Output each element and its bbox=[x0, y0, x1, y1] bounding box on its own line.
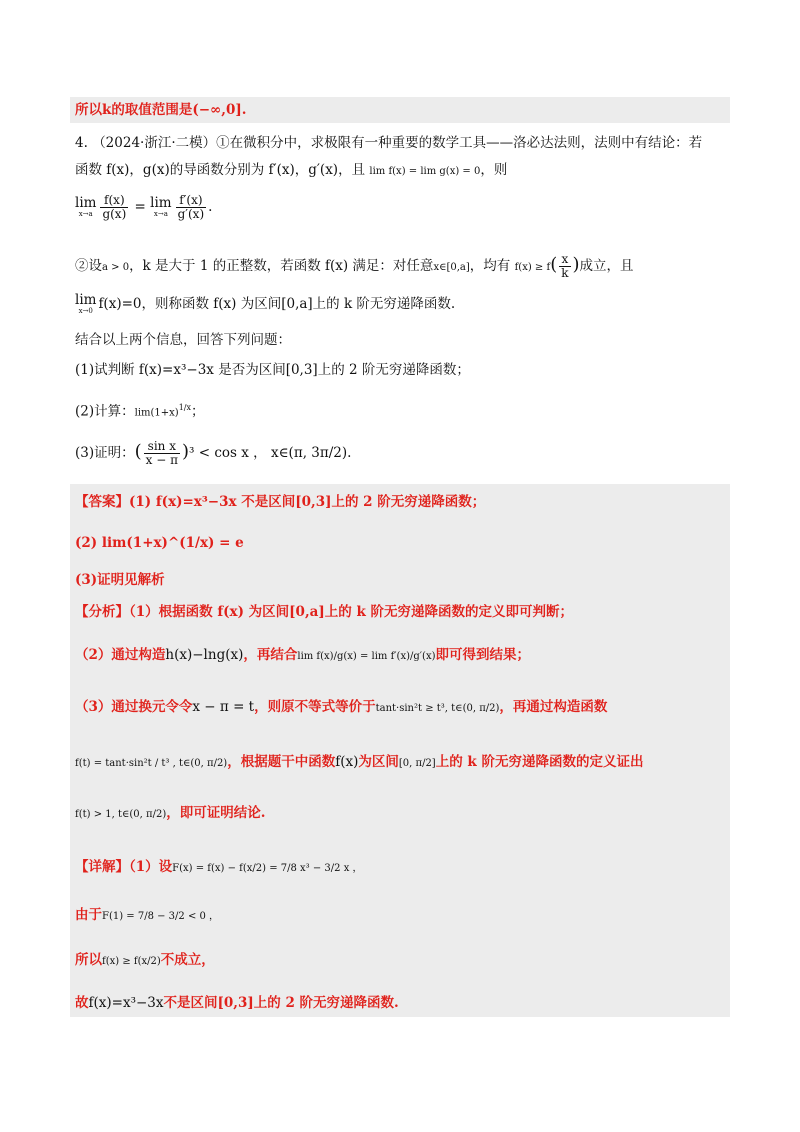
cond2-part3: ，均有 bbox=[469, 258, 511, 275]
analysis-p3a: （3）通过换元令令 bbox=[75, 699, 193, 715]
q3-domain: x∈(π, 3π/2). bbox=[270, 445, 352, 462]
problem-intro-line2 bbox=[75, 160, 730, 182]
detail-d1a: （1）设 bbox=[129, 859, 173, 875]
analysis-h: h(x)−lng(x) bbox=[165, 647, 244, 663]
lhopital-formula: lim x→a $\frac{f(x)}{g(x)}$ = lim x→a $\frac{f'(x)}{g'(x)}$ . bbox=[75, 193, 213, 222]
analysis-label: 【分析】 bbox=[75, 604, 129, 620]
problem-intro-2b: ，则 bbox=[480, 162, 508, 178]
analysis-p4d: 上的 k 阶无穷递降函数的定义证出 bbox=[435, 754, 644, 770]
analysis-interval: [0, π/2] bbox=[398, 758, 436, 769]
lim-x0: lim x→0 bbox=[75, 292, 97, 315]
problem-intro-line1 bbox=[75, 133, 730, 153]
analysis-sub: x − π = t bbox=[192, 699, 255, 715]
answer-1 bbox=[75, 492, 730, 512]
question-2: (2)计算：$\lim(1+x)^{1/x}$； bbox=[75, 403, 205, 420]
cond2-part2: ，k 是大于 1 的正整数，若函数 f(x) 满足：对任意 bbox=[129, 258, 434, 275]
analysis-p5b: ，即可证明结论. bbox=[166, 805, 266, 821]
q3-frac: $\frac{\text{sin x}}{x - \pi}$ bbox=[145, 439, 178, 468]
analysis-ineq: tant·sin²t ≥ t³, t∈(0, π/2) bbox=[375, 703, 500, 714]
condition2-line: ②设a > 0，k 是大于 1 的正整数，若函数 f(x) 满足：对任意x∈[0,a]，均有 f(x) ≥ f( $\frac{x}{k}$ )成立，且 bbox=[75, 252, 634, 281]
detail-ineq: f(x) ≥ f(x/2) bbox=[102, 956, 161, 967]
analysis-fx: f(x) bbox=[335, 754, 359, 770]
problem-intro-2a: 函数 f(x)，g(x)的导函数分别为 f′(x)，g′(x)，且 bbox=[75, 162, 366, 178]
answer-label: 【答案】 bbox=[75, 494, 129, 510]
detail-1 bbox=[75, 857, 730, 885]
question-3: (3)证明：( $\frac{\text{sin x}}{x - \pi}$ )³ < cos x ， x∈(π, 3π/2). bbox=[75, 439, 352, 468]
answer-3: (3)证明见解析 bbox=[75, 572, 165, 588]
lim-right: lim x→a bbox=[150, 195, 172, 218]
detail-d3b: 不成立， bbox=[160, 952, 215, 968]
cond2-a: a > 0 bbox=[102, 262, 130, 274]
analysis-p2b: ，再结合 bbox=[243, 647, 298, 663]
problem-number: 4. bbox=[75, 135, 88, 151]
q2-expr: lim(1+x) bbox=[134, 407, 179, 419]
condition2-lim-line bbox=[75, 294, 730, 315]
analysis-p2c: 即可得到结果； bbox=[435, 647, 530, 663]
problem-intro-1: ①在微积分中，求极限有一种重要的数学工具——洛必达法则，法则中有结论：若 bbox=[216, 135, 703, 151]
detail-d4a: 故 bbox=[75, 995, 89, 1011]
frac-f-over-g: $\frac{f(x)}{g(x)}$ bbox=[102, 193, 127, 222]
analysis-ft: f(t) = tant·sin²t / t³ , t∈(0, π/2) bbox=[75, 758, 228, 769]
detail-label: 【详解】 bbox=[75, 859, 129, 875]
cond2-ineq: f(x) ≥ f bbox=[514, 262, 551, 274]
analysis-1 bbox=[75, 602, 730, 622]
cond2-interval: x∈[0,a] bbox=[433, 262, 470, 274]
detail-F1-expr: F(1) = 7/8 − 3/2 < 0 ， bbox=[102, 911, 220, 922]
detail-2 bbox=[75, 905, 730, 931]
analysis-lim-formula: lim f(x)/g(x) = lim f′(x)/g′(x) bbox=[297, 651, 436, 662]
detail-fx-expr: f(x)=x³−3x bbox=[88, 995, 164, 1011]
analysis-p4c: 为区间 bbox=[358, 754, 399, 770]
analysis-p4b: ，根据题干中函数 bbox=[227, 754, 336, 770]
cond2-lim-text: f(x)=0，则称函数 f(x) 为区间[0,a]上的 k 阶无穷递降函数. bbox=[98, 296, 456, 312]
cond2-part4: 成立，且 bbox=[579, 258, 634, 275]
detail-3 bbox=[75, 950, 730, 976]
analysis-3 bbox=[75, 697, 730, 725]
cond2-frac: $\frac{x}{k}$ bbox=[561, 252, 569, 281]
analysis-p3c: ，再通过构造函数 bbox=[499, 699, 608, 715]
problem-intro-lim: lim f(x) = lim g(x) = 0 bbox=[369, 166, 481, 177]
detail-d2a: 由于 bbox=[75, 907, 102, 923]
analysis-4 bbox=[75, 752, 730, 780]
answer-2: (2) lim(1+x)^(1/x) = e bbox=[75, 535, 244, 551]
q3-rest: ³ < cos x ， bbox=[189, 445, 267, 462]
combine-line: 结合以上两个信息，回答下列问题： bbox=[75, 332, 291, 348]
cond2-part1: ②设 bbox=[75, 258, 102, 275]
analysis-p3b: ，则原不等式等价于 bbox=[254, 699, 376, 715]
analysis-p2a: （2）通过构造 bbox=[75, 647, 166, 663]
analysis-p1: （1）根据函数 f(x) 为区间[0,a]上的 k 阶无穷递降函数的定义即可判断； bbox=[129, 604, 574, 620]
question-1: (1)试判断 f(x)=x³−3x 是否为区间[0,3]上的 2 阶无穷递降函数； bbox=[75, 362, 470, 378]
analysis-2 bbox=[75, 645, 730, 677]
problem-source: （2024·浙江·二模） bbox=[92, 135, 217, 151]
detail-F-expr: F(x) = f(x) − f(x/2) = 7/8 x³ − 3/2 x ， bbox=[172, 863, 363, 874]
detail-4 bbox=[75, 993, 730, 1013]
top-conclusion: 所以k的取值范围是(−∞,0]. bbox=[75, 102, 247, 118]
q2-label: (2)计算： bbox=[75, 403, 135, 420]
frac-fprime-over-gprime: $\frac{f'(x)}{g'(x)}$ bbox=[177, 193, 205, 222]
analysis-ft-gt1: f(t) > 1, t∈(0, π/2) bbox=[75, 809, 167, 820]
analysis-5 bbox=[75, 803, 730, 831]
q3-label: (3)证明： bbox=[75, 445, 135, 462]
solution-shade bbox=[70, 484, 730, 1017]
answer-1-text: (1) f(x)=x³−3x 不是区间[0,3]上的 2 阶无穷递降函数； bbox=[129, 494, 486, 510]
lim-left: lim x→a bbox=[75, 195, 97, 218]
detail-d4b: 不是区间[0,3]上的 2 阶无穷递降函数. bbox=[163, 995, 399, 1011]
q2-exp: 1/x bbox=[178, 403, 191, 412]
detail-d3a: 所以 bbox=[75, 952, 102, 968]
